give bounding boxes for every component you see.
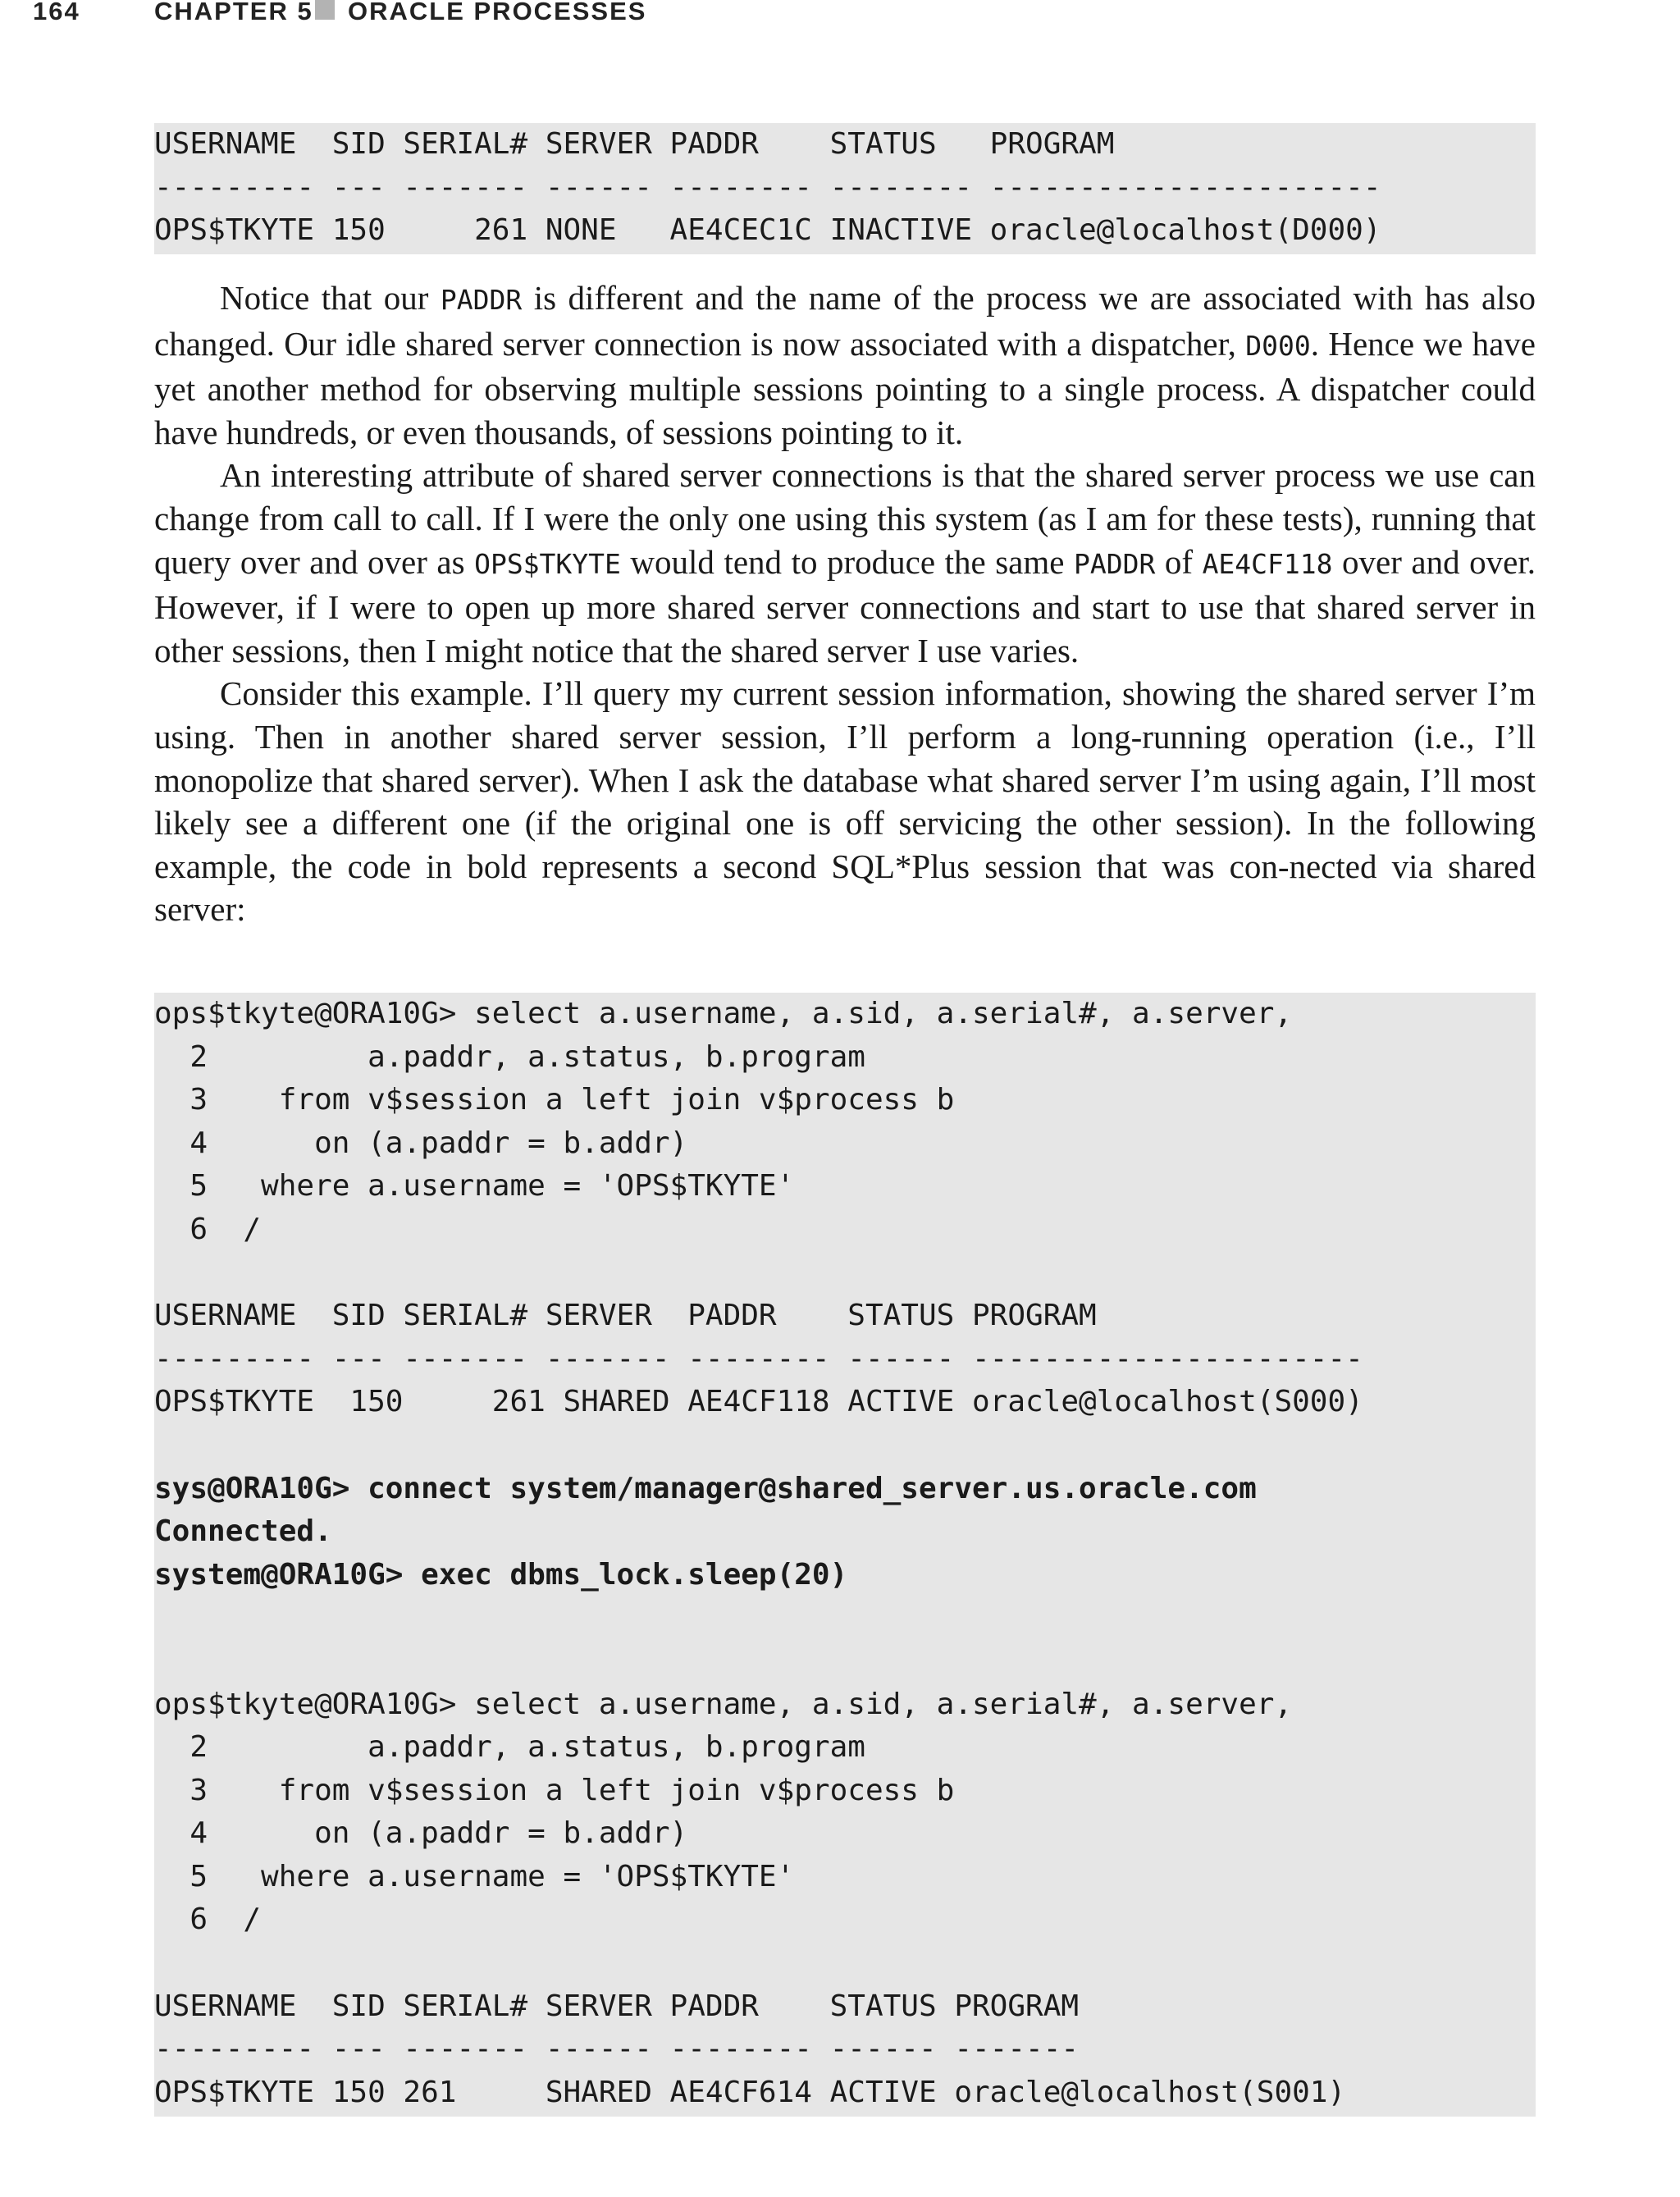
code-line: 3 from v$session a left join v$process b — [154, 1773, 955, 1807]
code-line — [154, 1942, 1536, 1985]
code-line: 6 / — [154, 1212, 262, 1246]
chapter-title: ORACLE PROCESSES — [348, 0, 647, 25]
text-run: of — [1155, 542, 1203, 581]
code-line — [154, 1640, 1536, 1683]
text-run: An interesting attribute of shared server connections is that the shared server process we use can change from call to call. If I were the only one using this system (as I am for these tests), running that query over and over as — [154, 456, 1536, 581]
paragraph — [154, 276, 1536, 454]
text-run: . Hence we have yet another method for observing multiple sessions pointing to a single process. A dispatcher could have hundreds, or even thousands, of sessions pointing to it. — [154, 324, 1536, 451]
text-run: Consider this example. I’ll query my current session information, showing the shared server I’m using. Then in another shared server session, I’ll perform a long-running operation (i.e., I’ll monopolize that shared server). When I ask the database what shared server I’m using again, I’ll most likely see a different one (if the original one is off servicing the other session). In the following example, the code in bold represents a second SQL*Plus session that was con-nected via shared server: — [154, 674, 1536, 929]
code-line: 4 on (a.paddr = b.addr) — [154, 1126, 688, 1160]
code-line-bold: system@ORA10G> exec dbms_lock.sleep(20) — [154, 1557, 848, 1592]
code-line: USERNAME SID SERIAL# SERVER PADDR STATUS PROGRAM — [154, 127, 1115, 161]
running-header — [0, 0, 1680, 33]
code-listing-shared-server-example — [154, 993, 1536, 2117]
inline-code: PADDR — [1073, 547, 1156, 580]
code-line-bold: sys@ORA10G> connect system/manager@shared_server.us.oracle.com — [154, 1471, 1257, 1505]
code-line: 6 / — [154, 1902, 262, 1937]
text-run: is different and the name of the process we are associated with has also changed. Our idle shared server connection is now associated with a dispatcher, — [154, 279, 1536, 363]
code-line: ops$tkyte@ORA10G> select a.username, a.sid, a.serial#, a.server, — [154, 997, 1293, 1030]
code-line: --------- --- ------- ------ -------- ------ ------- — [154, 2032, 1080, 2067]
paragraph — [154, 672, 1536, 931]
code-line — [154, 1424, 1536, 1468]
inline-code: D000 — [1245, 329, 1311, 362]
code-line-bold: Connected. — [154, 1514, 332, 1549]
body-text — [154, 276, 1536, 931]
code-line — [154, 1252, 1536, 1295]
code-line: OPS$TKYTE 150 261 SHARED AE4CF118 ACTIVE oracle@localhost(S000) — [154, 1385, 1363, 1419]
code-line: 2 a.paddr, a.status, b.program — [154, 1730, 865, 1765]
inline-code: OPS$TKYTE — [474, 547, 621, 580]
chapter-separator-square-icon — [315, 0, 335, 20]
code-line: 4 on (a.paddr = b.addr) — [154, 1816, 688, 1851]
code-line: OPS$TKYTE 150 261 NONE AE4CEC1C INACTIVE oracle@localhost(D000) — [154, 213, 1381, 248]
code-line: 3 from v$session a left join v$process b — [154, 1083, 955, 1117]
code-line: USERNAME SID SERIAL# SERVER PADDR STATUS PROGRAM — [154, 1989, 1080, 2023]
paragraph — [154, 454, 1536, 672]
code-line: OPS$TKYTE 150 261 SHARED AE4CF614 ACTIVE oracle@localhost(S001) — [154, 2075, 1346, 2109]
chapter-label: CHAPTER 5 — [154, 0, 313, 25]
code-line — [154, 1596, 1536, 1640]
text-run: would tend to produce the same — [620, 542, 1074, 581]
code-line: --------- --- ------- ------ -------- -------- ---------------------- — [154, 170, 1381, 204]
code-line: 5 where a.username = 'OPS$TKYTE' — [154, 1859, 795, 1893]
code-line: ops$tkyte@ORA10G> select a.username, a.sid, a.serial#, a.server, — [154, 1687, 1293, 1721]
inline-code: PADDR — [440, 284, 523, 316]
text-run: over and over. However, if I were to open up more shared server connections and start to use that shared server in other sessions, then I might notice that the shared server I use varies. — [154, 542, 1536, 669]
code-line: --------- --- ------- ------- -------- ------ ---------------------- — [154, 1341, 1363, 1376]
page-number: 164 — [33, 0, 80, 25]
inline-code: AE4CF118 — [1202, 547, 1333, 580]
code-listing-query-result-dispatcher — [154, 123, 1536, 254]
code-line: 2 a.paddr, a.status, b.program — [154, 1039, 865, 1074]
text-run: Notice that our — [220, 279, 441, 317]
code-line: 5 where a.username = 'OPS$TKYTE' — [154, 1169, 795, 1204]
code-line: USERNAME SID SERIAL# SERVER PADDR STATUS PROGRAM — [154, 1299, 1097, 1333]
